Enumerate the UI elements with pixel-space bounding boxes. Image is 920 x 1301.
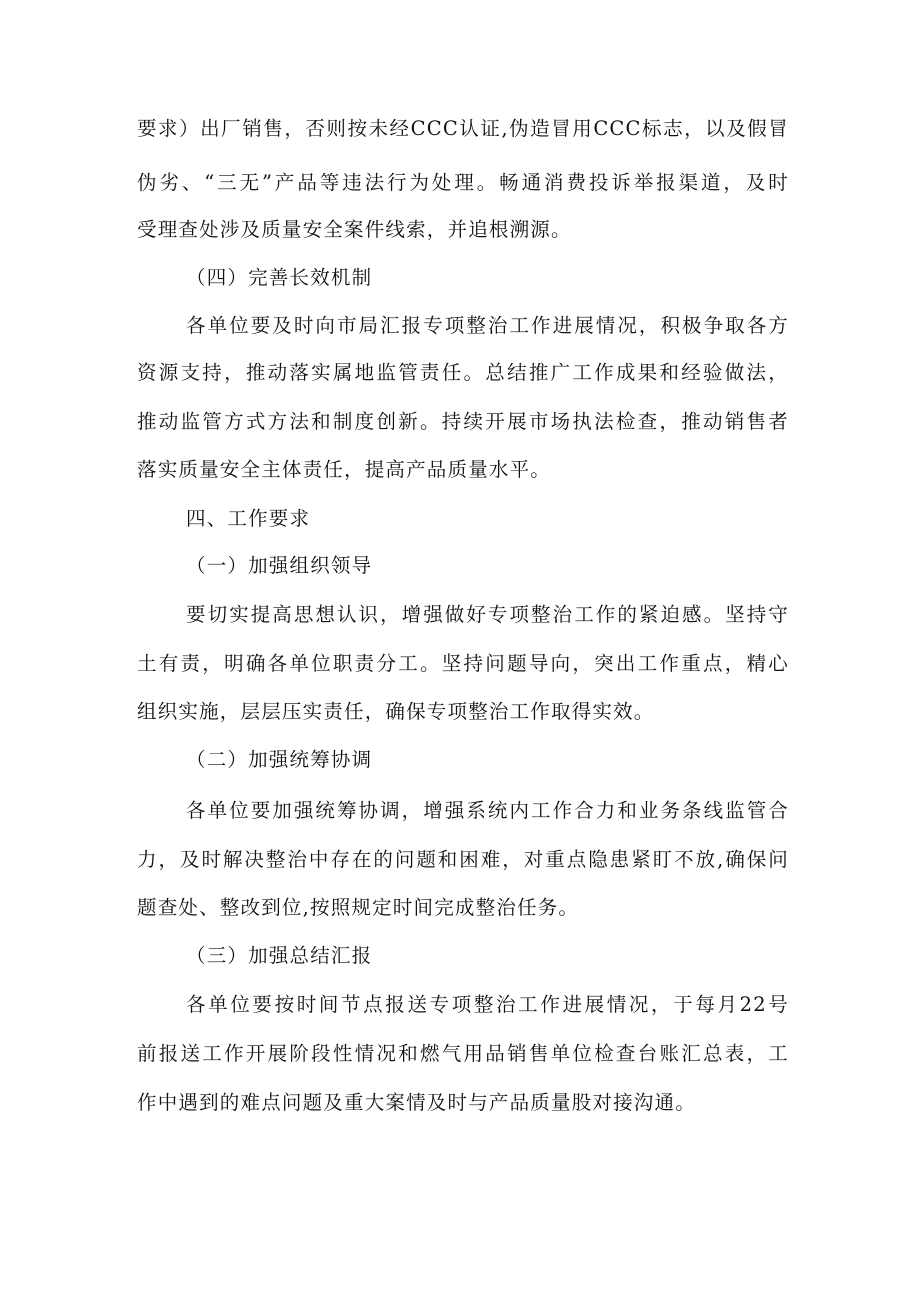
paragraph-line: 伪劣、“三无”产品等违法行为处理。畅通消费投诉举报渠道，及时 [137,171,789,194]
paragraph-line: 各单位要按时间节点报送专项整治工作进展情况，于每月22号 [186,993,789,1016]
paragraph-line: 题查处、整改到位,按照规定时间完成整治任务。 [137,896,580,919]
paragraph-line: 资源支持，推动落实属地监管责任。总结推广工作成果和经验做法， [137,361,789,384]
section-heading: （三）加强总结汇报 [186,944,373,967]
paragraph-line: 推动监管方式方法和制度创新。持续开展市场执法检查，推动销售者 [137,410,789,433]
paragraph-line: 力，及时解决整治中存在的问题和困难，对重点隐患紧盯不放,确保问 [137,848,789,871]
section-heading: （四）完善长效机制 [186,266,373,289]
section-heading: （一）加强组织领导 [186,554,373,577]
paragraph-line: 落实质量安全主体责任，提高产品质量水平。 [137,458,552,481]
paragraph-line: 要求）出厂销售，否则按未经CCC认证,伪造冒用CCC标志，以及假冒 [137,117,789,140]
paragraph-line: 各单位要加强统筹协调，增强系统内工作合力和业务条线监管合 [186,799,789,822]
section-heading: （二）加强统筹协调 [186,748,373,771]
paragraph-line: 各单位要及时向市局汇报专项整治工作进展情况，积极争取各方 [186,314,789,337]
paragraph-line: 组织实施，层层压实责任，确保专项整治工作取得实效。 [137,700,655,723]
section-heading: 四、工作要求 [186,507,311,530]
paragraph-line: 作中遇到的难点问题及重大案情及时与产品质量股对接沟通。 [137,1091,696,1114]
paragraph-line: 受理查处涉及质量安全案件线索，并追根溯源。 [137,218,572,241]
paragraph-line: 土有责，明确各单位职责分工。坚持问题导向，突出工作重点，精心 [137,652,789,675]
paragraph-line: 要切实提高思想认识，增强做好专项整治工作的紧迫感。坚持守 [186,603,789,626]
paragraph-line: 前报送工作开展阶段性情况和燃气用品销售单位检查台账汇总表，工 [137,1042,789,1065]
